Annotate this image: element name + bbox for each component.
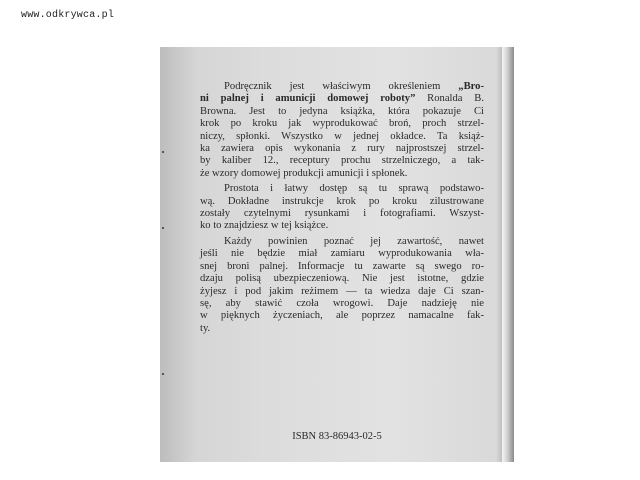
text-line [200, 106, 484, 118]
edge-mark [162, 227, 164, 229]
text-line [200, 286, 484, 298]
text-segment: Browna. Jest to jedyna książka, która pokazuje Ci [200, 105, 484, 117]
text-segment: krok po kroku jak wyprodukować broń, proch strzel- [200, 118, 484, 130]
text-segment: wą. Dokładne instrukcje krok po kroku zilustrowane [200, 195, 484, 207]
text-segment: niczy, spłonki. Wszystko w jednej okładce. Ta książ- [200, 130, 484, 142]
text-line [200, 323, 484, 335]
text-segment: sę, aby stawić czoła wrogowi. Daje nadzieję nie [200, 297, 484, 309]
text-segment: zostały czytelnymi rysunkami i fotografiami. Wszyst- [200, 208, 484, 220]
text-line [200, 155, 484, 167]
text-segment: jeśli nie będzie miał zamiaru wyprodukowania wła- [200, 248, 484, 260]
text-segment: ka zawiera opis wykonania z rury najprostszej strzel- [200, 143, 484, 155]
text-segment: Każdy powinien poznać jej zawartość, nawet [224, 235, 484, 247]
text-line [200, 236, 484, 248]
text-segment: Podręcznik jest właściwym określeniem [224, 81, 459, 92]
text-line [200, 118, 484, 130]
bold-title-segment: „Bro- [458, 81, 484, 92]
text-segment: snej broni palnej. Informacje tu zawarte są swego ro- [200, 260, 484, 272]
text-segment: dzaju polisą ubezpieczeniową. Nie jest istotne, gdzie [200, 273, 484, 285]
text-line [200, 261, 484, 273]
text-line [200, 273, 484, 285]
text-paragraph [200, 81, 484, 180]
text-line [200, 131, 484, 143]
text-paragraph [200, 183, 484, 233]
text-line [200, 310, 484, 322]
text-line [200, 220, 484, 232]
text-segment: ty. [200, 322, 211, 334]
book-spine [502, 47, 514, 462]
text-line [200, 298, 484, 310]
bold-title-segment: ni palnej i amunicji domowej roboty” [200, 93, 416, 105]
text-segment: Ronalda B. [415, 93, 484, 105]
text-line [200, 196, 484, 208]
text-segment: ko to znajdziesz w tej książce. [200, 220, 329, 232]
text-segment: że wzory domowej produkcji amunicji i spłonek. [200, 167, 408, 179]
book-back-cover-photo [160, 47, 514, 462]
text-line [200, 183, 484, 195]
text-line [200, 93, 484, 105]
text-line [200, 248, 484, 260]
isbn-number: ISBN 83-86943-02-5 [292, 431, 382, 442]
text-segment: Prostota i łatwy dostęp są tu sprawą podstawo- [224, 183, 484, 195]
text-line [200, 81, 484, 93]
edge-mark [162, 151, 164, 153]
text-line [200, 208, 484, 220]
text-line [200, 143, 484, 155]
text-segment: w pięknych życzeniach, ale poprzez namacalne fak- [200, 310, 484, 322]
back-cover-text [200, 81, 484, 338]
text-line [200, 168, 484, 180]
watermark: www.odkrywca.pl [21, 10, 115, 21]
text-paragraph [200, 236, 484, 335]
text-segment: by kaliber 12., receptury prochu strzelniczego, a tak- [200, 155, 484, 167]
edge-mark [162, 373, 164, 375]
text-segment: żyjesz i pod jakim reżimem — ta wiedza daje Ci szan- [200, 285, 484, 297]
